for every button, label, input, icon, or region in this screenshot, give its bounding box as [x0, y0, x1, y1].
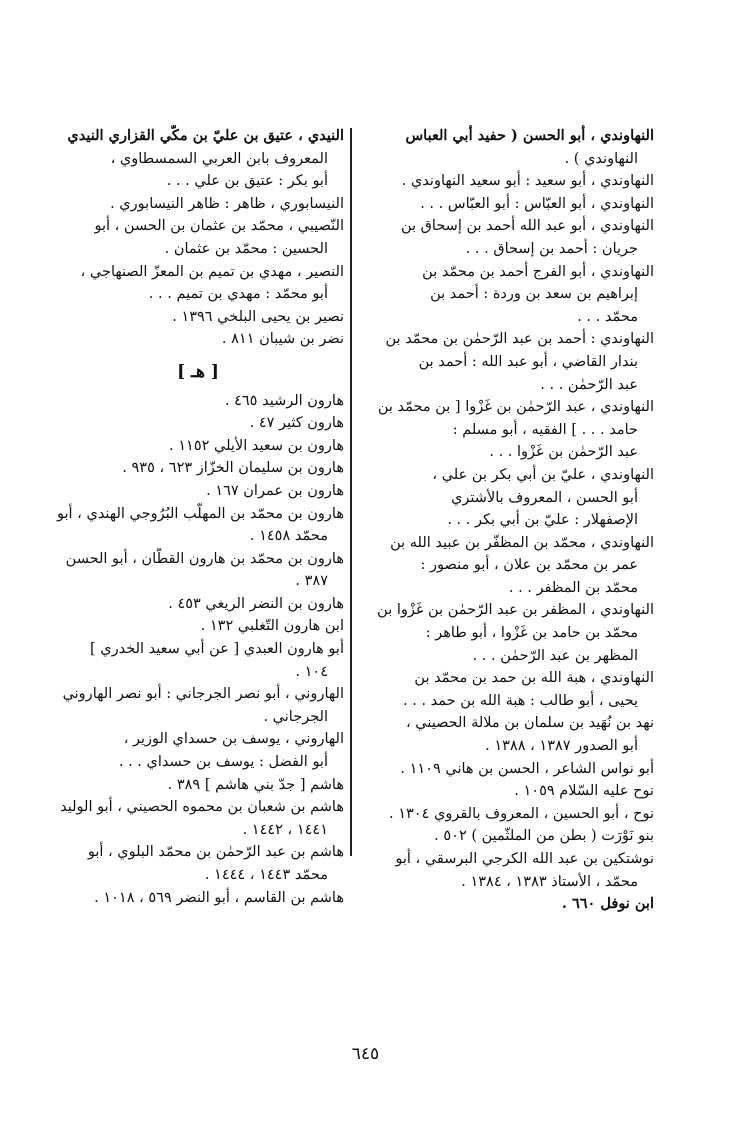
right-column	[362, 125, 654, 916]
index-line: المعروف بابن العربي السمسطاوي ،	[110, 150, 328, 167]
index-line: هاشم بن عبد الرّحمٰن بن محمّد البلوي ، أبو	[87, 844, 344, 861]
index-line: النهاوندي ، هبة الله بن حمد بن محمّد بن	[414, 670, 654, 687]
index-line: محمّد بن حامد بن غَزْوا ، أبو طاهر :	[425, 625, 638, 642]
column-divider	[350, 128, 352, 856]
index-line: النّصيبي ، محمّد بن عثمان بن الحسن ، أبو	[94, 218, 344, 235]
index-line: هارون بن سعيد الأيلي ١١٥٢ .	[169, 437, 344, 454]
index-line: ١٤٤١ ، ١٤٤٢ .	[242, 821, 328, 838]
index-line: عبد الرّحمٰن . . .	[540, 376, 638, 393]
index-line: محمّد . . .	[577, 308, 638, 325]
index-line: النهاوندي ، المظفر بن عبد الرّحمٰن بن غَزْوا بن	[377, 602, 654, 619]
index-line: ابن نوفل ٦٦٠ .	[561, 895, 654, 913]
index-line: هاشم بن شعبان بن محموه الحصيني ، أبو الوليد	[60, 799, 344, 816]
index-line: محمّد بن المظفر . . .	[508, 579, 638, 596]
index-line: النيدي ، عتيق بن عليّ بن مكّي القزاري النيدي	[67, 127, 344, 144]
index-line: ١٠٤ .	[295, 663, 328, 680]
index-line: أبو بكر : عتيق بن علي . . .	[166, 173, 328, 190]
index-line: النهاوندي ، محمّد بن المظفّر بن عبيد الله بن	[390, 534, 654, 551]
index-line: هارون بن النضر الريغي ٤٥٣ .	[168, 595, 344, 612]
left-column-top	[52, 125, 344, 351]
index-line: النيسابوري ، ظاهر : ظاهر النيسابوري .	[110, 195, 344, 212]
index-line: أبو محمّد : مهدي بن تميم . . .	[148, 286, 328, 303]
index-line: بنو نَوْرَت ( بطن من الملثّمين ) ٥٠٢ .	[434, 828, 654, 845]
index-line: هاشم [ جدّ بني هاشم ] ٣٨٩ .	[167, 776, 344, 793]
index-line: محمّد ١٤٥٨ .	[249, 528, 328, 545]
index-line: محمّد ، الأستاذ ١٣٨٣ ، ١٣٨٤ .	[461, 873, 638, 890]
index-line: الإصفهلار : عليّ بن أبي بكر . . .	[447, 512, 638, 529]
index-line: عمر بن محمّد بن علان ، أبو منصور :	[420, 557, 638, 574]
index-line: الهاروني ، يوسف بن حسداي الوزير ،	[123, 731, 344, 748]
index-line: النهاوندي ، أبو العبّاس : أبو العبّاس . . .	[420, 195, 654, 212]
index-line: هارون بن محمّد بن المهلّب البُرُوجي الهندي ، أبو	[57, 505, 344, 522]
index-line: ٣٨٧ .	[295, 573, 328, 590]
index-line: أبو الحسن ، المعروف بالأشتري	[451, 489, 638, 506]
index-line: النهاوندي ، أبو عبد الله أحمد بن إسحاق بن	[400, 218, 654, 235]
index-line: الحسين : محمّد بن عثمان .	[164, 240, 328, 257]
left-column	[52, 125, 344, 909]
index-line: محمّد ١٤٤٣ ، ١٤٤٤ .	[204, 867, 328, 883]
index-line: هارون بن عمران ١٦٧ .	[206, 482, 344, 499]
index-line: النهاوندي : أحمد بن عبد الرّحمٰن بن محمّد بن	[385, 331, 654, 348]
index-line: بندار القاضي ، أبو عبد الله : أحمد بن	[418, 353, 638, 370]
index-line: أبو الفضل : يوسف بن حسداي . . .	[118, 754, 328, 771]
index-line: جريان : أحمد بن إسحاق . . .	[465, 240, 638, 257]
index-line: نضر بن شيبان ٨١١ .	[221, 331, 344, 348]
index-line: إبراهيم بن سعد بن وردة : أحمد بن	[430, 286, 638, 303]
left-column-bottom	[52, 390, 344, 910]
index-line: النهاوندي ، عليّ بن أبي بكر بن علي ،	[432, 466, 654, 483]
index-line: أبو نواس الشاعر ، الحسن بن هاني ١١٠٩ .	[400, 760, 654, 777]
index-line: هارون بن سليمان الخزّاز ٦٢٣ ، ٩٣٥ .	[122, 460, 344, 477]
page-number: ٦٤٥	[351, 1044, 380, 1064]
index-line: هارون كثير ٤٧ .	[249, 415, 344, 432]
index-line: هارون بن محمّد بن هارون القطّان ، أبو الحسن	[65, 550, 344, 567]
index-line: نوشتكين بن عبد الله الكرجي البرسقي ، أبو	[395, 851, 654, 867]
index-line: هارون الرشيد ٤٦٥ .	[224, 392, 344, 409]
section-heading: [ هـ ]	[177, 361, 219, 382]
index-line: نوح عليه السّلام ١٠٥٩ .	[514, 783, 654, 800]
index-line: أبو الصدور ١٣٨٧ ، ١٣٨٨ .	[485, 738, 638, 755]
index-line: النهاوندي ، أبو الحسن ( حفيد أبي العباس	[405, 127, 654, 144]
index-line: نصير بن يحيى البلخي ١٣٩٦ .	[172, 308, 344, 325]
index-line: النصير ، مهدي بن تميم بن المعزّ الصنهاجي ،	[80, 263, 344, 280]
index-line: المظهر بن عبد الرّحمٰن . . .	[472, 647, 638, 664]
index-line: أبو هارون العبدي [ عن أبي سعيد الخدري ]	[90, 641, 344, 658]
index-line: الجرجاني .	[263, 708, 328, 725]
index-line: النهاوندي ) .	[564, 150, 638, 167]
index-line: النهاوندي ، أبو سعيد : أبو سعيد النهاوندي .	[401, 173, 654, 190]
index-line: هاشم بن القاسم ، أبو النضر ٥٦٩ ، ١٠١٨ .	[94, 889, 344, 906]
index-line: النهاوندي ، أبو الفرج أحمد بن محمّد بن	[422, 263, 654, 280]
index-line: نهد بن نُهَيد بن سلمان بن ملالة الحصيني ،	[405, 715, 654, 732]
index-line: النهاوندي ، عبد الرّحمٰن بن غَزْوا [ بن محمّد بن	[377, 399, 654, 416]
index-line: عبد الرّحمٰن بن غَزْوا . . .	[489, 444, 638, 461]
index-line: حامد . . . ] الفقيه ، أبو مسلم :	[452, 421, 638, 438]
index-line: الهاروني ، أبو نصر الجرجاني : أبو نصر الهاروني	[62, 686, 344, 703]
index-line: نوح ، أبو الحسين ، المعروف بالقروي ١٣٠٤ .	[388, 805, 654, 822]
index-line: يحيى ، أبو طالب : هبة الله بن حمد . . .	[403, 692, 638, 709]
index-line: ابن هارون التّغلبي ١٣٢ .	[200, 618, 344, 635]
